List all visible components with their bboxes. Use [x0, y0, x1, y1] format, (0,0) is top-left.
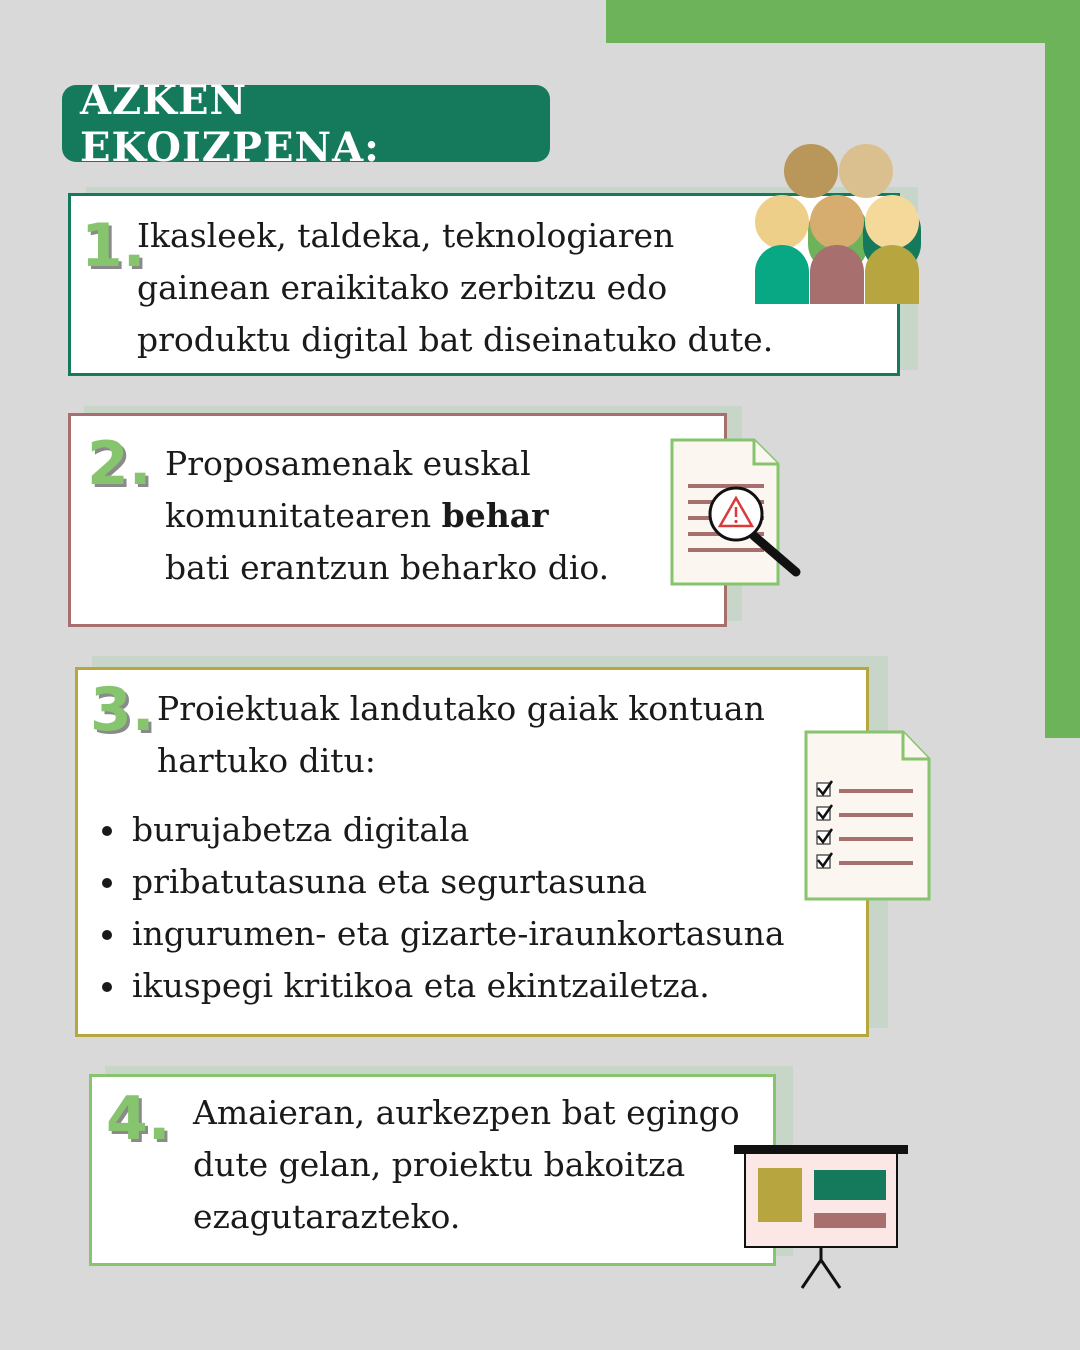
right-accent-bar	[1045, 0, 1080, 738]
list-item: pribatutasuna eta segurtasuna	[78, 856, 785, 908]
people-group-icon	[752, 142, 922, 307]
presentation-board-icon	[732, 1142, 910, 1292]
step-card-4	[89, 1074, 776, 1266]
step-number: 1.	[81, 211, 146, 281]
step-text-bold: behar	[441, 496, 549, 535]
step-text-line: dute gelan, proiektu bakoitza	[193, 1145, 686, 1184]
step-text-line: bati erantzun beharko dio.	[165, 548, 610, 587]
step-text-line: Amaieran, aurkezpen bat egingo	[193, 1093, 740, 1132]
topic-list	[78, 804, 785, 1012]
step-number: 3.	[90, 675, 155, 745]
step-text	[137, 210, 773, 366]
page-title: AZKEN EKOIZPENA:	[62, 85, 550, 162]
step-text-line: Proposamenak euskal	[165, 444, 531, 483]
step-text-line: gainean eraikitako zerbitzu edo	[137, 268, 668, 307]
top-accent-bar	[606, 0, 1080, 43]
step-card-2	[68, 413, 727, 627]
step-text-line: Ikasleek, taldeka, teknologiaren	[137, 216, 675, 255]
step-text	[157, 683, 765, 787]
list-item: ingurumen- eta gizarte-iraunkortasuna	[78, 908, 785, 960]
step-number: 2.	[87, 429, 152, 499]
step-number: 4.	[106, 1084, 171, 1154]
checklist-document-icon	[803, 729, 933, 903]
list-item: burujabetza digitala	[78, 804, 785, 856]
step-card-3	[75, 667, 869, 1037]
step-text-line	[165, 490, 609, 542]
step-text-line: produktu digital bat diseinatuko dute.	[137, 320, 774, 359]
step-text-line: Proiektuak landutako gaiak kontuan	[157, 689, 765, 728]
list-item: ikuspegi kritikoa eta ekintzailetza.	[78, 960, 785, 1012]
step-text	[165, 438, 609, 594]
step-text	[193, 1087, 740, 1243]
step-text-line: hartuko ditu:	[157, 741, 376, 780]
document-warning-magnifier-icon	[668, 436, 804, 588]
step-text-line: ezagutarazteko.	[193, 1197, 461, 1236]
step-text-fragment: komunitatearen	[165, 496, 442, 535]
